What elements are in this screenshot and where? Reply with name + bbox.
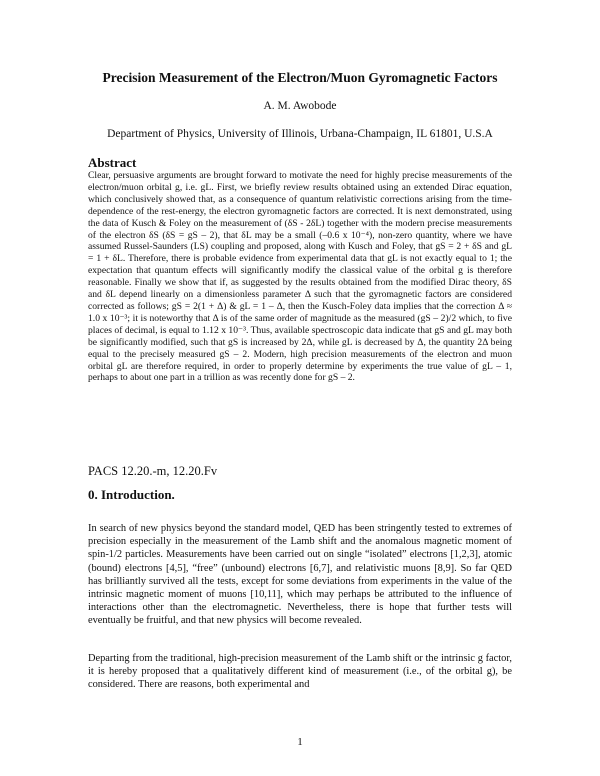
author-affiliation: Department of Physics, University of Illinois, Urbana-Champaign, IL 61801, U.S.A: [107, 128, 493, 140]
page-number: 1: [297, 736, 303, 748]
abstract-heading: Abstract: [88, 155, 137, 170]
author-name: A. M. Awobode: [263, 100, 337, 112]
section-heading: 0. Introduction.: [88, 487, 175, 502]
abstract-text: Clear, persuasive arguments are brought forward to motivate the need for highly precise measurements of the electron/muon orbital g, i.e. gL. First, we briefly review results obtained using an extended Dirac equation, which conclusively showed that, as a consequence of quantum relativistic corrections arising from the time-dependence of the rest-energy, the electron gyromagnetic factors are corrected. It is next demonstrated, using the data of Kusch & Foley on the measurement of (δS - 2δL) together with the modern precise measurements of the electron δS (δS = gS – 2), that δL may be a small (–0.6 x 10⁻⁴), non-zero quantity, where we have assumed Russel-Saunders (LS) coupling and proposed, along with Kusch and Foley, that gS = 2 + δS and gL = 1 + δL. Therefore, there is probable evidence from experimental data that gL is not exactly equal to 1; the expectation that quantum effects will significantly modify the classical value of the orbital g is therefore reasonable. Finally we show that if, as suggested by the results obtained from the modified Dirac theory, δS and δL depend linearly on a dimensionless parameter Δ such that the gyromagnetic factors are considered corrected as follows; gS = 2(1 + Δ) & gL = 1 – Δ, then the Kusch-Foley data implies that the correction Δ ≈ 1.0 x 10⁻³; it is noteworthy that Δ is of the same order of magnitude as the measured (gS – 2)/2 which, to five places of decimal, is equal to 1.12 x 10⁻³. Thus, available spectroscopic data indicate that gS and gL may both be significantly modified, such that gS is increased by 2Δ, while gL is decreased by Δ, the quantity 2Δ being equal to the precisely measured gS – 2. Modern, high precision measurements of the electron and muon orbital gL are therefore required, in order to properly determine by experiments the true value of gL – 1, perhaps to about one part in a trillion as was recently done for gS – 2.: [88, 170, 512, 384]
paper-title: Precision Measurement of the Electron/Muon Gyromagnetic Factors: [102, 70, 498, 85]
intro-paragraph-2: Departing from the traditional, high-precision measurement of the Lamb shift or the intrinsic g factor, it is hereby proposed that a qualitatively different kind of measurement (i.e., of the orbital g), be considered. There are reasons, both experimental and: [88, 653, 512, 691]
pacs-codes: PACS 12.20.-m, 12.20.Fv: [88, 464, 218, 478]
intro-paragraph-1: In search of new physics beyond the standard model, QED has been stringently tested to extremes of precision especially in the measurement of the Lamb shift and the anomalous magnetic moment of spin-1/2 particles. Measurements have been carried out on single “isolated” electrons [1,2,3], atomic (bound) electrons [4,5], “free” (unbound) electrons [6,7], and relativistic muons [8,9]. So far QED has brilliantly survived all the tests, except for some deviations from experiments in the value of the intrinsic magnetic moment of muons [10,11], which may perhaps be attributed to the influence of interactions other than the electromagnetic. Nevertheless, there is hope that further tests will eventually be fruitful, and that new physics will become revealed.: [88, 523, 512, 627]
